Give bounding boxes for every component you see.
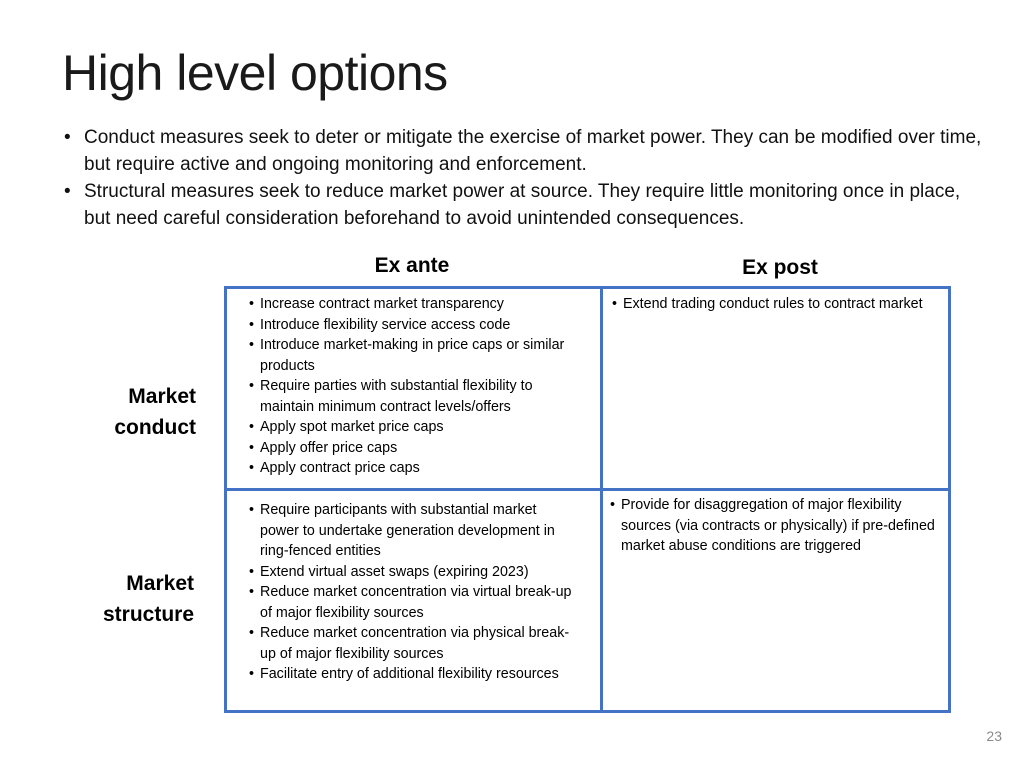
list-item — [249, 623, 579, 664]
grid-line-center — [600, 286, 603, 713]
list-item — [249, 438, 579, 459]
list-item — [249, 664, 579, 685]
list-item-text: Reduce market concentration via physical break-up of major flexibility sources — [260, 625, 570, 662]
column-header-ex-ante: Ex ante — [374, 254, 450, 277]
grid-line-left — [224, 286, 227, 713]
bullet-icon: • — [612, 296, 618, 312]
list-item-text: Extend virtual asset swaps (expiring 2023) — [260, 563, 529, 580]
bullet-icon: • — [64, 127, 71, 148]
bullet-icon: • — [249, 666, 255, 682]
list-item-text: Require parties with substantial flexibility to maintain minimum contract levels/offers — [260, 378, 533, 415]
bullet-icon: • — [249, 625, 255, 641]
list-item — [249, 458, 579, 479]
list-item-text: Increase contract market transparency — [260, 296, 504, 312]
row-header-line: structure — [102, 603, 194, 626]
grid-line-right — [948, 286, 951, 713]
bullet-icon: • — [64, 181, 71, 202]
intro-bullet-text: Conduct measures seek to deter or mitigate the exercise of market power. They can be modified over time, but require active and ongoing monitoring and enforcement. — [84, 127, 982, 175]
bullet-icon: • — [249, 316, 255, 333]
page-number: 23 — [986, 728, 1002, 744]
grid-line-bottom — [224, 710, 951, 713]
bullet-icon: • — [610, 497, 616, 513]
list-item-text: Introduce market-making in price caps or similar products — [260, 337, 565, 374]
bullet-icon: • — [249, 296, 255, 312]
grid-line-top — [224, 286, 951, 289]
grid-line-middle — [224, 488, 951, 491]
list-item-text: Facilitate entry of additional flexibility resources — [260, 666, 559, 682]
list-item-text: Require participants with substantial market power to undertake generation development in ring-fenced entities — [260, 502, 555, 559]
bullet-icon: • — [249, 563, 255, 580]
bullet-icon: • — [249, 378, 255, 394]
list-item-text: Provide for disaggregation of major flexibility sources (via contracts or physically) if pre-defined market abuse conditions are triggered — [621, 497, 935, 554]
intro-bullet-list — [62, 124, 982, 232]
row-header-market-structure — [14, 568, 194, 630]
list-item — [610, 495, 938, 557]
intro-bullet-structural — [62, 178, 982, 232]
list-item — [249, 582, 579, 623]
list-item — [249, 335, 579, 376]
row-header-line: Market — [128, 385, 196, 408]
list-item — [249, 417, 579, 438]
row-header-line: conduct — [114, 416, 196, 439]
list-item — [249, 500, 579, 562]
bullet-icon: • — [249, 584, 255, 600]
list-item-text: Reduce market concentration via virtual break-up of major flexibility sources — [260, 584, 572, 621]
list-item — [249, 562, 579, 583]
cell-conduct-ex-post — [612, 294, 932, 315]
column-header-ex-post: Ex post — [742, 256, 818, 279]
list-item-text: Extend trading conduct rules to contract market — [623, 296, 923, 312]
list-item-text: Apply spot market price caps — [260, 419, 444, 435]
bullet-icon: • — [249, 419, 255, 435]
bullet-icon: • — [249, 337, 255, 353]
list-item — [249, 315, 579, 336]
list-item-text: Introduce flexibility service access code — [260, 316, 511, 333]
bullet-icon: • — [249, 460, 255, 476]
intro-bullet-conduct — [62, 124, 982, 178]
list-item — [249, 376, 579, 417]
row-header-market-conduct — [16, 381, 196, 443]
cell-structure-ex-ante — [249, 500, 579, 685]
bullet-icon: • — [249, 439, 255, 456]
slide-title: High level options — [62, 45, 448, 101]
cell-conduct-ex-ante — [249, 294, 579, 479]
cell-structure-ex-post — [610, 495, 938, 557]
list-item — [612, 294, 932, 315]
list-item-text: Apply contract price caps — [260, 460, 420, 476]
intro-bullet-text: Structural measures seek to reduce market power at source. They require little monitoring once in place, but need careful consideration beforehand to avoid unintended consequences. — [84, 181, 961, 229]
bullet-icon: • — [249, 502, 255, 518]
list-item-text: Apply offer price caps — [260, 439, 398, 456]
list-item — [249, 294, 579, 315]
row-header-line: Market — [126, 572, 194, 595]
